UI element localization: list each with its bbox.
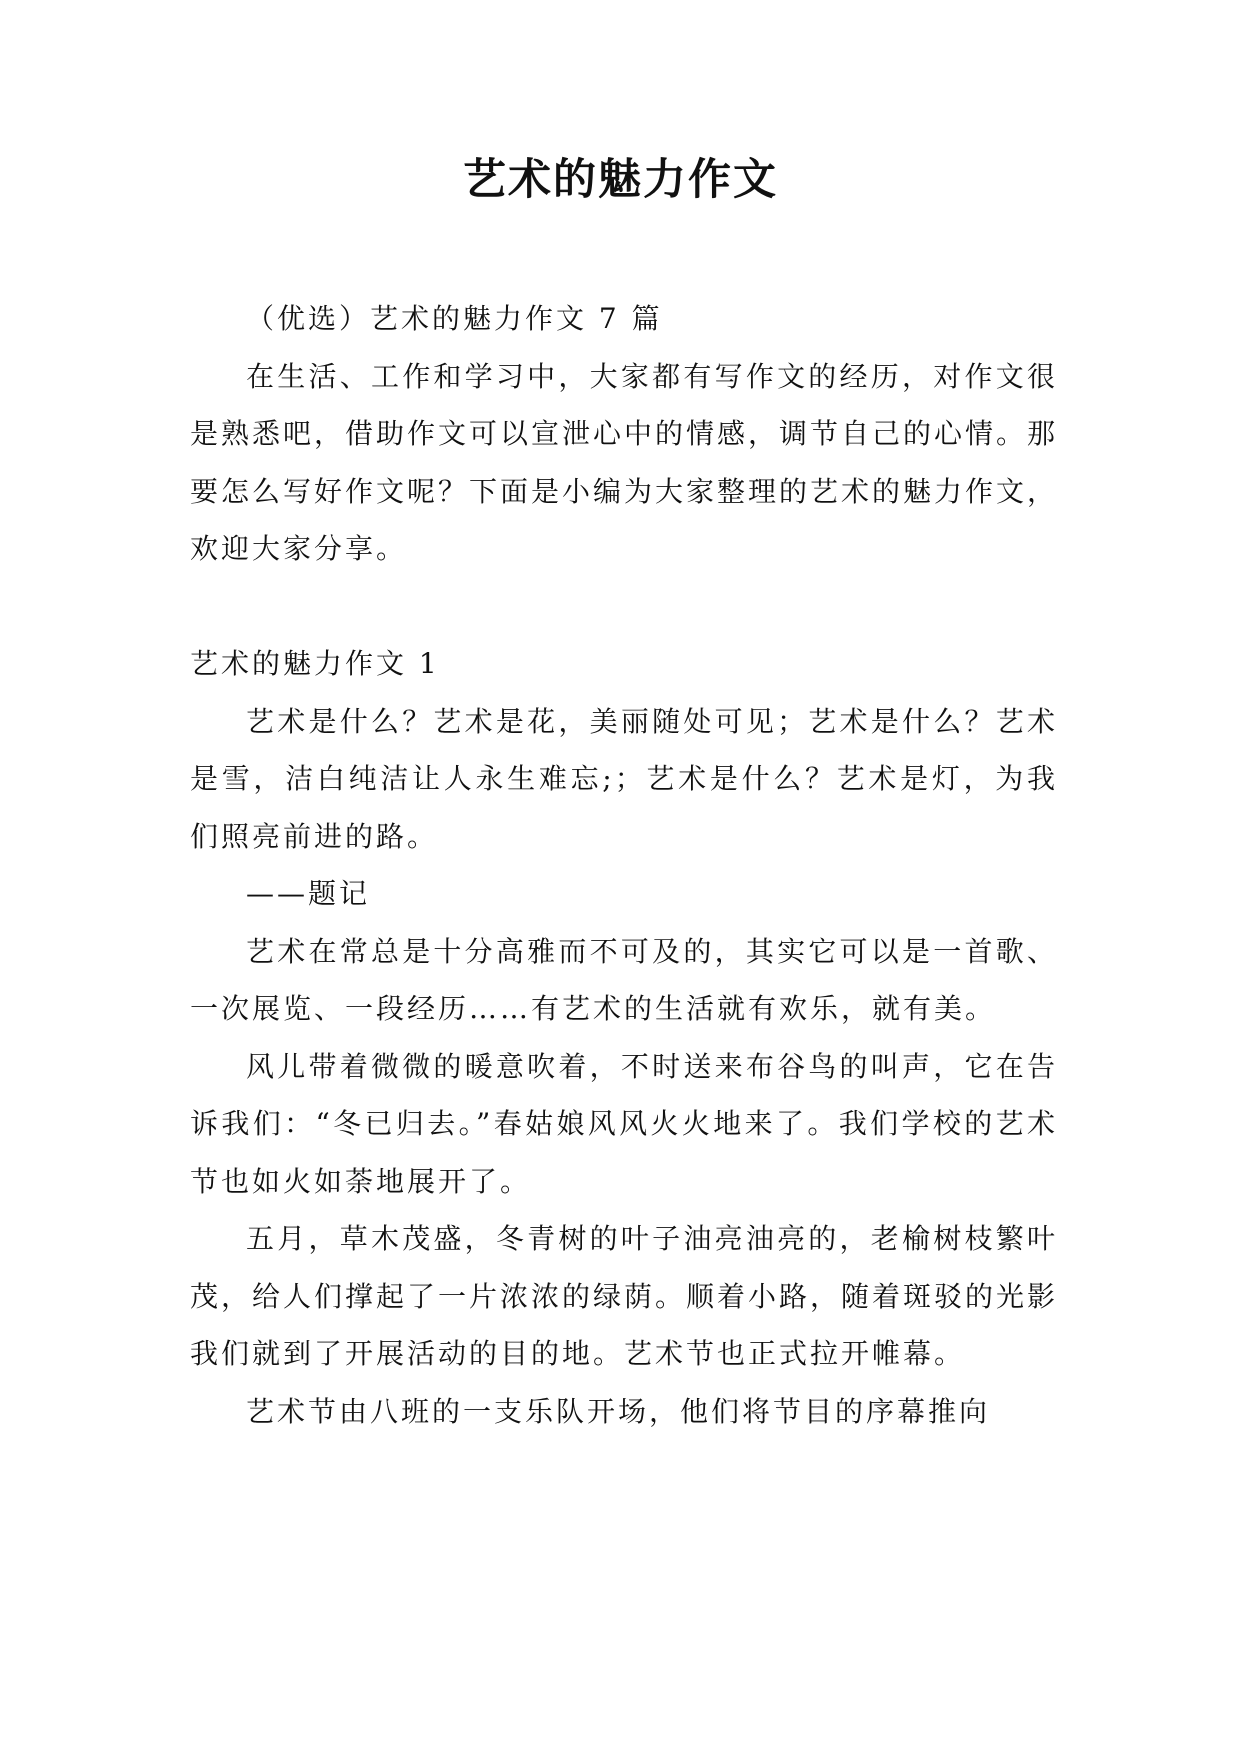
section-heading: 艺术的魅力作文 1 [190,647,440,680]
document-body [190,290,1058,1440]
intro-paragraph: 在生活、工作和学习中，大家都有写作文的经历，对作文很是熟悉吧，借助作文可以宣泄心中的情感，调节自己的心情。那要怎么写好作文呢？下面是小编为大家整理的艺术的魅力作文，欢迎大家分享。 [190,359,1059,565]
intro-subtitle: （优选）艺术的魅力作文 7 篇 [246,302,663,335]
body-paragraph: 风儿带着微微的暖意吹着，不时送来布谷鸟的叫声，它在告诉我们：“冬已归去。”春姑娘风风火火地来了。我们学校的艺术节也如火如荼地展开了。 [190,1049,1058,1198]
paragraph-spacer [190,578,1058,636]
document-title: 艺术的魅力作文 [463,155,778,205]
body-paragraph: 五月，草木茂盛，冬青树的叶子油亮油亮的，老榆树枝繁叶茂，给人们撑起了一片浓浓的绿荫。顺着小路，随着斑驳的光影我们就到了开展活动的目的地。艺术节也正式拉开帷幕。 [190,1222,1059,1370]
body-paragraph: 艺术节由八班的一支乐队开场，他们将节目的序幕推向 [246,1394,991,1428]
body-paragraph: 艺术是什么？艺术是花，美丽随处可见；艺术是什么？艺术是雪，洁白纯洁让人永生难忘;；艺术是什么？艺术是灯，为我们照亮前进的路。 [190,704,1058,853]
body-paragraph: 艺术在常总是十分高雅而不可及的，其实它可以是一首歌、一次展览、一段经历……有艺术的生活就有欢乐，就有美。 [190,934,1058,1025]
epigraph-attribution: ——题记 [246,877,371,910]
